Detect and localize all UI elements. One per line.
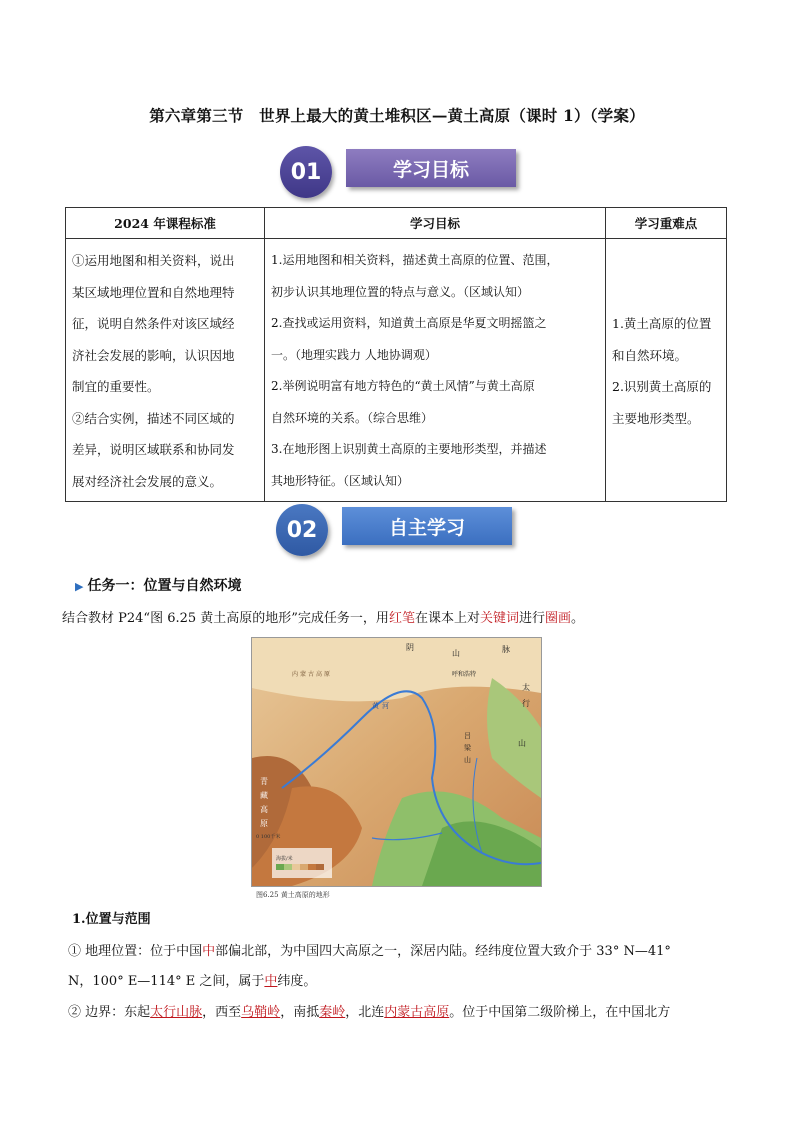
map-label: 内 [292,671,299,678]
table-row [66,239,727,502]
map-label: 古 [308,671,315,678]
map-label: 行 [522,699,530,708]
goals-table [65,207,727,502]
map-label: 藏 [260,791,268,800]
text: ，西至 [202,1005,242,1020]
section-number: 01 [280,146,332,198]
map-label: 原 [260,819,268,828]
header-goals: 学习目标 [265,208,606,239]
text: ① 地理位置：位于中国 [68,944,203,959]
map-label: 黄 [372,702,379,710]
map-label: 青 [260,777,268,786]
text: ，南抵 [280,1005,320,1020]
map-label: 太 [522,683,530,692]
text-line: 3.在地形图上识别黄土高原的主要地形类型，并描述 [271,442,547,456]
loess-plateau-terrain-map [251,637,542,887]
section-label: 学习目标 [346,149,516,187]
text: 。 [571,611,585,626]
text-line: 济社会发展的影响，认识因地 [72,347,235,363]
map-label: 阴 [406,643,414,652]
triangle-bullet-icon: ▶ [75,580,84,593]
text: 结合教材 P24“图 6.25 黄土高原的地形”完成任务一，用 [62,611,389,626]
map-label: 山 [518,739,526,748]
document-title: 第六章第三节 世界上最大的黄土堆积区—黄土高原（课时 1）（学案） [149,106,645,125]
scale-bar: 0 100千米 [256,834,281,840]
header-standard: 2024 年课程标准 [66,208,265,239]
highlight: 乌鞘岭 [241,1005,281,1020]
text-line: ①运用地图和相关资料，说出 [72,253,235,268]
highlight: 中 [264,974,278,989]
map-label: 蒙 [300,671,307,678]
section-number: 02 [276,504,328,556]
map-label: 山 [464,756,471,764]
task-title: 任务一：位置与自然环境 [87,578,242,594]
table-header-row [66,208,727,239]
highlight: 红笔 [388,611,415,626]
text-line: 自然环境的关系。（综合思维） [271,410,434,425]
text: N，100° E—114° E 之间，属于 [68,974,265,989]
map-caption: 图6.25 黄土高原的地形 [256,891,330,899]
text-line: 其地形特征。（区域认知） [271,473,410,488]
map-label: 原 [324,671,331,678]
map-label: 梁 [464,744,471,752]
text-line: 1.黄土高原的位置 [612,316,712,331]
highlight: 太行山脉 [150,1005,203,1020]
map-label: 河 [382,702,389,710]
text-line: 和自然环境。 [612,347,688,363]
keypoints-cell [606,239,727,502]
terrain-map-image [252,638,541,886]
text: ，北连 [345,1005,385,1020]
intro-paragraph [62,607,584,626]
section-badge-self-study [276,504,526,556]
highlight: 关键词 [479,611,519,626]
text: 部偏北部，为中国四大高原之一，深居内陆。经纬度位置大致介于 33° N—41° [215,944,671,959]
map-label: 脉 [502,645,510,654]
text-line: 2.识别黄土高原的 [612,379,712,394]
text-line: ②结合实例，描述不同区域的 [72,410,235,426]
text: 。位于中国第二级阶梯上，在中国北方 [449,1005,671,1020]
highlight: 中 [202,944,216,959]
text-line: 2.查找或运用资料，知道黄土高原是华夏文明摇篮之 [271,316,547,330]
text: ② 边界：东起 [68,1005,151,1020]
text-line: 1.运用地图和相关资料，描述黄土高原的位置、范围， [271,253,559,267]
map-label: 高 [316,671,323,678]
section-label: 自主学习 [342,507,512,545]
text-line: 展对经济社会发展的意义。 [72,473,223,489]
goals-cell [265,239,606,502]
section-badge-goals [280,146,520,198]
location-paragraph-line2 [68,970,316,989]
highlight: 圈画 [545,611,572,626]
task-heading [75,575,241,595]
text-line: 初步认识其地理位置的特点与意义。（区域认知） [271,284,530,299]
map-label: 高 [260,805,268,814]
map-label: 吕 [464,732,471,740]
map-label: 呼和浩特 [452,671,477,678]
text-line: 某区域地理位置和自然地理特 [72,284,235,300]
legend-title: 海拔/米 [276,856,293,862]
text: 进行 [518,611,545,626]
map-label: 山 [452,649,460,658]
location-paragraph-line1 [68,940,671,959]
header-keypoints: 学习重难点 [606,208,727,239]
text-line: 一。（地理实践力 人地协调观） [271,347,437,362]
standard-cell [66,239,265,502]
text-line: 主要地形类型。 [612,410,700,426]
text: 在课本上对 [414,611,480,626]
text-line: 2.举例说明富有地方特色的“黄土风情”与黄土高原 [271,379,535,393]
highlight: 秦岭 [319,1005,346,1020]
text-line: 制宜的重要性。 [72,379,160,394]
text: 纬度。 [277,974,317,989]
text-line: 征，说明自然条件对该区域经 [72,316,235,331]
text-line: 差异，说明区域联系和协同发 [72,442,235,457]
highlight: 内蒙古高原 [384,1005,450,1020]
boundary-paragraph [68,1001,670,1020]
subheading-location: 1.位置与范围 [72,912,151,927]
